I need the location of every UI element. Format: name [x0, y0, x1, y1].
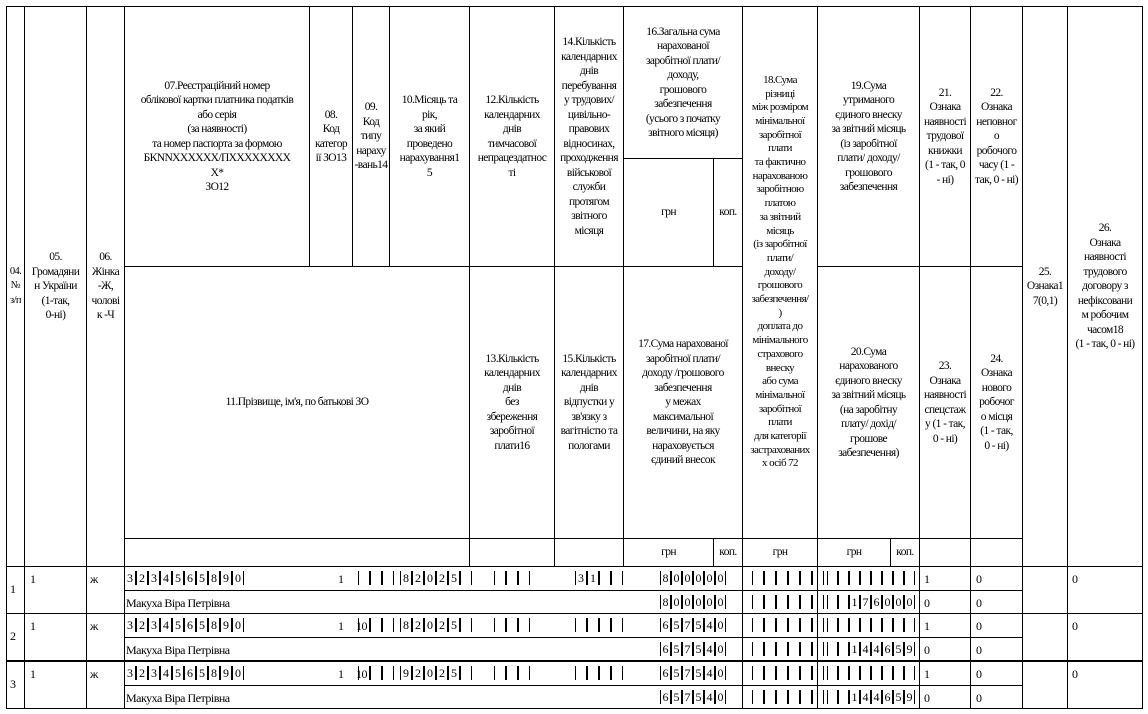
period-digit: 2 — [436, 666, 448, 680]
sick-days-digit — [506, 666, 518, 680]
period-digit: 0 — [424, 666, 436, 680]
category-value: 1 — [338, 667, 344, 681]
col-19-header: 19.Сума утриманого єдиного внеску за звітний місяць (із заробітної плати/ доходу/ грошового забезпечення — [817, 6, 920, 267]
ipn-digit: 4 — [160, 618, 172, 632]
ipn-digit: 6 — [184, 666, 196, 680]
flexible-time-flag: 0 — [1072, 619, 1078, 633]
days-employed-digit — [611, 666, 623, 680]
workbook-flag: 1 — [924, 572, 930, 586]
pay-in-limit-digit: 4 — [704, 690, 715, 704]
withheld-digit — [849, 618, 860, 632]
pay-in-limit-digit: 5 — [671, 690, 682, 704]
col-05-header: 05. Громадяни н України (1-так, 0-ні) — [24, 6, 87, 567]
ipn-digit: 5 — [196, 618, 208, 632]
col-10-header: 10.Місяць та рік, за який проведено нарахування1 5 — [389, 6, 470, 267]
contribution-digit: 9 — [904, 690, 915, 704]
pay-in-limit-digit: 5 — [671, 642, 682, 656]
ipn-digit: 5 — [172, 618, 184, 632]
ipn-digit: 2 — [136, 618, 148, 632]
days-employed-digit — [587, 666, 599, 680]
new-workplace-flag: 0 — [976, 691, 982, 705]
pay-in-limit-digit: 6 — [660, 642, 671, 656]
withheld-digit — [827, 618, 838, 632]
period-digit — [460, 618, 472, 632]
period-digit — [460, 571, 472, 585]
flag-26-cell — [1067, 613, 1143, 661]
col-16-grn-label: грн — [623, 158, 714, 267]
special-experience-flag: 0 — [924, 691, 930, 705]
min-wage-diff-lower-digit — [752, 595, 764, 609]
withheld-digit — [838, 571, 849, 585]
new-workplace-flag: 0 — [976, 643, 982, 657]
days-employed-digit — [575, 618, 587, 632]
special-experience-flag: 0 — [924, 596, 930, 610]
ipn-digit: 8 — [208, 618, 220, 632]
ipn-digit: 6 — [184, 618, 196, 632]
accrual-type-digit — [382, 666, 394, 680]
min-wage-diff-lower-digit — [776, 595, 788, 609]
flag-26-cell — [1067, 661, 1143, 709]
ipn-digit: 5 — [172, 571, 184, 585]
min-wage-diff-lower-digit — [788, 595, 800, 609]
min-wage-diff-lower-digit — [776, 690, 788, 704]
withheld-digit — [871, 571, 882, 585]
flag-25-cell — [1022, 613, 1068, 661]
accrual-type-value: 10 — [356, 667, 367, 681]
min-wage-diff-lower-digit — [764, 642, 776, 656]
row-number: 3 — [10, 677, 16, 691]
sick-days-digit — [518, 618, 530, 632]
min-wage-diff-lower-digit — [752, 690, 764, 704]
pay-in-limit-digit: 8 — [660, 595, 671, 609]
gender-value: ж — [90, 619, 98, 633]
contribution-digit: 1 — [849, 690, 860, 704]
flag-25-cell — [1022, 566, 1068, 614]
col-26-header: 26. Ознака наявності трудового договору з нефіксовани м робочим часом18 (1 - так, 0 - ні) — [1067, 6, 1143, 567]
pay-in-limit-digit: 7 — [682, 690, 693, 704]
pay-in-limit-digit: 7 — [682, 642, 693, 656]
days-employed-digit — [587, 618, 599, 632]
contribution-pad-digit — [838, 690, 849, 704]
total-pay-digit: 0 — [682, 571, 693, 585]
withheld-digit — [893, 666, 904, 680]
subrow-divider — [124, 685, 1023, 686]
col-25-header: 25. Ознака1 7(0,1) — [1022, 6, 1068, 567]
ipn-digit: 9 — [220, 618, 232, 632]
min-wage-diff-lower-digit — [800, 595, 812, 609]
col-08-header: 08. Код категор ії ЗО13 — [309, 6, 353, 267]
min-wage-diff-digit — [812, 666, 824, 680]
min-wage-diff-digit — [812, 618, 824, 632]
pay-in-limit-digit: 0 — [704, 595, 715, 609]
new-workplace-flag: 0 — [976, 596, 982, 610]
ipn-digit: 2 — [136, 666, 148, 680]
withheld-digit — [871, 618, 882, 632]
period-digit: 8 — [400, 571, 412, 585]
total-pay-digit: 8 — [660, 571, 671, 585]
period-digit: 5 — [448, 666, 460, 680]
employee-name: Макуха Віра Петрівна — [126, 691, 230, 705]
min-wage-diff-digit — [764, 666, 776, 680]
min-wage-diff-digit — [764, 618, 776, 632]
total-pay-digit: 5 — [693, 666, 704, 680]
min-wage-diff-digit — [800, 571, 812, 585]
ipn-digit: 3 — [124, 571, 136, 585]
withheld-digit — [893, 571, 904, 585]
period-digit: 0 — [424, 618, 436, 632]
col-18-grn-label: грн — [742, 538, 818, 567]
ipn-digit: 2 — [136, 571, 148, 585]
row-number: 1 — [10, 582, 16, 596]
contribution-digit: 1 — [849, 642, 860, 656]
col-24-unit-row — [970, 538, 1023, 567]
col-20-header: 20.Сума нарахованого єдиного внеску за звітний місяць (на заробітну плату/ дохід/ грошове забезпечення) — [817, 266, 920, 539]
total-pay-digit: 7 — [682, 666, 693, 680]
col-21-header: 21. Ознака наявності трудової книжки (1 - так, 0 - ні) — [919, 6, 971, 267]
workbook-flag: 1 — [924, 667, 930, 681]
ipn-digit: 9 — [220, 571, 232, 585]
subrow-divider — [124, 590, 1023, 591]
total-pay-digit: 0 — [715, 618, 726, 632]
pay-in-limit-digit: 0 — [682, 595, 693, 609]
min-wage-diff-digit — [764, 571, 776, 585]
days-employed-digit — [611, 571, 623, 585]
total-pay-digit: 7 — [682, 618, 693, 632]
employee-name: Макуха Віра Петрівна — [126, 596, 230, 610]
min-wage-diff-lower-digit — [800, 690, 812, 704]
contribution-digit: 4 — [860, 690, 871, 704]
period-digit: 5 — [448, 618, 460, 632]
withheld-digit — [849, 571, 860, 585]
withheld-digit — [849, 666, 860, 680]
col-16-header: 16.Загальна сума нарахованої заробітної плати/ доходу, грошового забезпечення (усього з початку звітного місяця) — [623, 6, 743, 159]
withheld-digit — [860, 666, 871, 680]
period-digit: 2 — [412, 571, 424, 585]
pay-in-limit-digit: 0 — [715, 595, 726, 609]
employee-name: Макуха Віра Петрівна — [126, 643, 230, 657]
pay-in-limit-digit: 6 — [660, 690, 671, 704]
ipn-digit: 9 — [220, 666, 232, 680]
sick-days-digit — [506, 618, 518, 632]
days-employed-digit: 3 — [575, 571, 587, 585]
subrow-divider — [124, 637, 1023, 638]
accrual-type-digit — [370, 618, 382, 632]
col-20-kop-label: коп. — [890, 538, 920, 567]
withheld-digit — [904, 618, 915, 632]
ipn-digit: 5 — [196, 571, 208, 585]
total-pay-digit: 4 — [704, 618, 715, 632]
period-digit: 8 — [400, 618, 412, 632]
days-employed-digit: 1 — [587, 571, 599, 585]
contribution-pad-digit — [827, 642, 838, 656]
total-pay-digit: 5 — [693, 618, 704, 632]
gender-value: ж — [90, 572, 98, 586]
total-pay-digit: 5 — [671, 666, 682, 680]
parttime-flag: 0 — [976, 572, 982, 586]
ipn-digit: 3 — [148, 666, 160, 680]
min-wage-diff-digit — [776, 571, 788, 585]
contribution-digit: 6 — [882, 690, 893, 704]
col-04-header: 04. № з/п — [6, 6, 25, 567]
category-value: 1 — [338, 619, 344, 633]
min-wage-diff-lower-digit — [800, 642, 812, 656]
col-16-kop-label: коп. — [713, 158, 743, 267]
sick-days-digit — [494, 571, 506, 585]
days-employed-digit — [599, 666, 611, 680]
contribution-pad-digit — [838, 642, 849, 656]
col-13-header: 13.Кількість календарних днів без збереження заробітної плати16 — [469, 266, 555, 539]
sick-days-digit — [518, 571, 530, 585]
min-wage-diff-lower-digit — [764, 690, 776, 704]
workbook-flag: 1 — [924, 619, 930, 633]
col-09-header: 09. Код типу нараху -вань14 — [352, 6, 390, 267]
pay-in-limit-digit: 0 — [693, 595, 704, 609]
days-employed-digit — [575, 666, 587, 680]
withheld-digit — [893, 618, 904, 632]
min-wage-diff-lower-digit — [776, 642, 788, 656]
flexible-time-flag: 0 — [1072, 667, 1078, 681]
period-digit — [460, 666, 472, 680]
accrual-type-value: 10 — [356, 619, 367, 633]
ipn-digit: 3 — [148, 571, 160, 585]
col-23-header: 23. Ознака наявності спецстаж у (1 - так, 0 - ні) — [919, 266, 971, 539]
total-pay-digit: 0 — [693, 571, 704, 585]
contribution-digit: 5 — [893, 642, 904, 656]
ipn-digit: 8 — [208, 666, 220, 680]
col-24-header: 24. Ознака нового робочог о місця (1 - так, 0 - ні) — [970, 266, 1023, 539]
withheld-digit — [860, 571, 871, 585]
col-06-header: 06. Жінка -Ж, чолові к -Ч — [86, 6, 125, 567]
min-wage-diff-digit — [788, 666, 800, 680]
ipn-digit: 0 — [232, 618, 244, 632]
accrual-type-digit — [370, 571, 382, 585]
ipn-digit: 6 — [184, 571, 196, 585]
accrual-type-digit — [358, 571, 370, 585]
withheld-digit — [871, 666, 882, 680]
withheld-digit — [827, 571, 838, 585]
col-07-header: 07.Реєстраційний номер облікової картки платника податків або серія (за наявності) та номер паспорта за формою БКNNXXXXXX/ПXXXXXXXX X* ЗО12 — [124, 6, 310, 267]
total-pay-digit: 0 — [671, 571, 682, 585]
parttime-flag: 0 — [976, 667, 982, 681]
withheld-digit — [827, 666, 838, 680]
contribution-digit: 6 — [871, 595, 882, 609]
row-number: 2 — [10, 629, 16, 643]
citizen-value: 1 — [30, 619, 36, 633]
min-wage-diff-digit — [788, 571, 800, 585]
col-14-header: 14.Кількість календарних днів перебування у трудових/ цивільно- правових відносинах, проходження військової служби протягом звітного місяця — [554, 6, 624, 267]
days-employed-digit — [599, 618, 611, 632]
total-pay-digit: 6 — [660, 666, 671, 680]
period-digit: 9 — [400, 666, 412, 680]
days-employed-digit — [599, 571, 611, 585]
sick-days-digit — [494, 618, 506, 632]
gender-value: ж — [90, 667, 98, 681]
ipn-digit: 0 — [232, 666, 244, 680]
sick-days-digit — [506, 571, 518, 585]
min-wage-diff-lower-digit — [812, 690, 824, 704]
total-pay-digit: 4 — [704, 666, 715, 680]
min-wage-diff-lower-digit — [788, 642, 800, 656]
min-wage-diff-digit — [776, 666, 788, 680]
special-experience-flag: 0 — [924, 643, 930, 657]
col-15-unit-row — [554, 538, 624, 567]
contribution-digit: 7 — [860, 595, 871, 609]
pay-in-limit-digit: 0 — [715, 642, 726, 656]
min-wage-diff-lower-digit — [788, 690, 800, 704]
min-wage-diff-digit — [788, 618, 800, 632]
pay-in-limit-digit: 5 — [693, 642, 704, 656]
accrual-type-digit — [382, 618, 394, 632]
contribution-digit: 4 — [860, 642, 871, 656]
total-pay-digit: 0 — [715, 666, 726, 680]
col-15-header: 15.Кількість календарних днів відпустки у зв'язку з вагітністю та пологами — [554, 266, 624, 539]
sick-days-digit — [518, 666, 530, 680]
flexible-time-flag: 0 — [1072, 572, 1078, 586]
col-22-header: 22. Ознака неповног о робочого часу (1 - так, 0 - ні) — [970, 6, 1023, 267]
col-18-header: 18.Сума різниці між розміром мінімальної заробітної плати та фактично нарахованою заробітною платою за звітний місяць (із заробітної плати/ доходу/ грошового забезпечення/ ) доплата до мінімального страхового внеску або сума мінімальної заробітної плати для категорії застрахованих х осіб 72 — [742, 6, 818, 539]
contribution-digit: 1 — [849, 595, 860, 609]
col-11-header: 11.Прізвище, ім'я, по батькові ЗО — [124, 266, 470, 539]
contribution-pad-digit — [827, 595, 838, 609]
min-wage-diff-lower-digit — [752, 642, 764, 656]
period-digit: 5 — [448, 571, 460, 585]
ipn-digit: 3 — [148, 618, 160, 632]
min-wage-diff-lower-digit — [764, 595, 776, 609]
min-wage-diff-lower-digit — [812, 642, 824, 656]
contribution-digit: 9 — [904, 642, 915, 656]
min-wage-diff-digit — [812, 571, 824, 585]
col-23-unit-row — [919, 538, 971, 567]
sick-days-digit — [494, 666, 506, 680]
pay-in-limit-digit: 4 — [704, 642, 715, 656]
contribution-digit: 0 — [893, 595, 904, 609]
contribution-pad-digit — [838, 595, 849, 609]
withheld-digit — [838, 618, 849, 632]
contribution-digit: 6 — [882, 642, 893, 656]
contribution-digit: 4 — [871, 690, 882, 704]
contribution-pad-digit — [827, 690, 838, 704]
col-20-grn-label: грн — [817, 538, 891, 567]
withheld-digit — [838, 666, 849, 680]
flag-26-cell — [1067, 566, 1143, 614]
total-pay-digit: 0 — [704, 571, 715, 585]
contribution-digit: 4 — [871, 642, 882, 656]
pay-in-limit-digit: 0 — [715, 690, 726, 704]
contribution-digit: 5 — [893, 690, 904, 704]
total-pay-digit: 6 — [660, 618, 671, 632]
ipn-digit: 4 — [160, 571, 172, 585]
citizen-value: 1 — [30, 667, 36, 681]
flag-25-cell — [1022, 661, 1068, 709]
withheld-digit — [904, 571, 915, 585]
min-wage-diff-digit — [800, 666, 812, 680]
period-digit: 2 — [436, 618, 448, 632]
withheld-digit — [860, 618, 871, 632]
col-17-kop-label: коп. — [713, 538, 743, 567]
min-wage-diff-lower-digit — [812, 595, 824, 609]
col-17-grn-label: грн — [623, 538, 714, 567]
min-wage-diff-digit — [752, 666, 764, 680]
min-wage-diff-digit — [752, 618, 764, 632]
withheld-digit — [882, 618, 893, 632]
days-employed-digit — [611, 618, 623, 632]
period-digit: 2 — [436, 571, 448, 585]
ipn-digit: 3 — [124, 618, 136, 632]
category-value: 1 — [338, 572, 344, 586]
period-digit: 0 — [424, 571, 436, 585]
ipn-digit: 5 — [172, 666, 184, 680]
period-digit: 2 — [412, 618, 424, 632]
contribution-digit: 0 — [904, 595, 915, 609]
min-wage-diff-digit — [752, 571, 764, 585]
min-wage-diff-digit — [800, 618, 812, 632]
ipn-digit: 4 — [160, 666, 172, 680]
contribution-digit: 0 — [882, 595, 893, 609]
total-pay-digit: 5 — [671, 618, 682, 632]
col-12-header: 12.Кількість календарних днів тимчасової непрацездатнос ті — [469, 6, 555, 267]
col-17-header: 17.Сума нарахованої заробітної плати/ доходу /грошового забезпечення у межах максимальної величини, на яку нараховується єдиний внесок — [623, 266, 743, 539]
withheld-digit — [882, 571, 893, 585]
period-digit: 2 — [412, 666, 424, 680]
col-11-unit-row — [124, 538, 470, 567]
total-pay-digit: 0 — [715, 571, 726, 585]
withheld-digit — [882, 666, 893, 680]
min-wage-diff-digit — [776, 618, 788, 632]
citizen-value: 1 — [30, 572, 36, 586]
parttime-flag: 0 — [976, 619, 982, 633]
accrual-type-digit — [382, 571, 394, 585]
col-13-unit-row — [469, 538, 555, 567]
ipn-digit: 0 — [232, 571, 244, 585]
ipn-digit: 3 — [124, 666, 136, 680]
accrual-type-digit — [370, 666, 382, 680]
withheld-digit — [904, 666, 915, 680]
pay-in-limit-digit: 0 — [671, 595, 682, 609]
ipn-digit: 5 — [196, 666, 208, 680]
ipn-digit: 8 — [208, 571, 220, 585]
pay-in-limit-digit: 5 — [693, 690, 704, 704]
